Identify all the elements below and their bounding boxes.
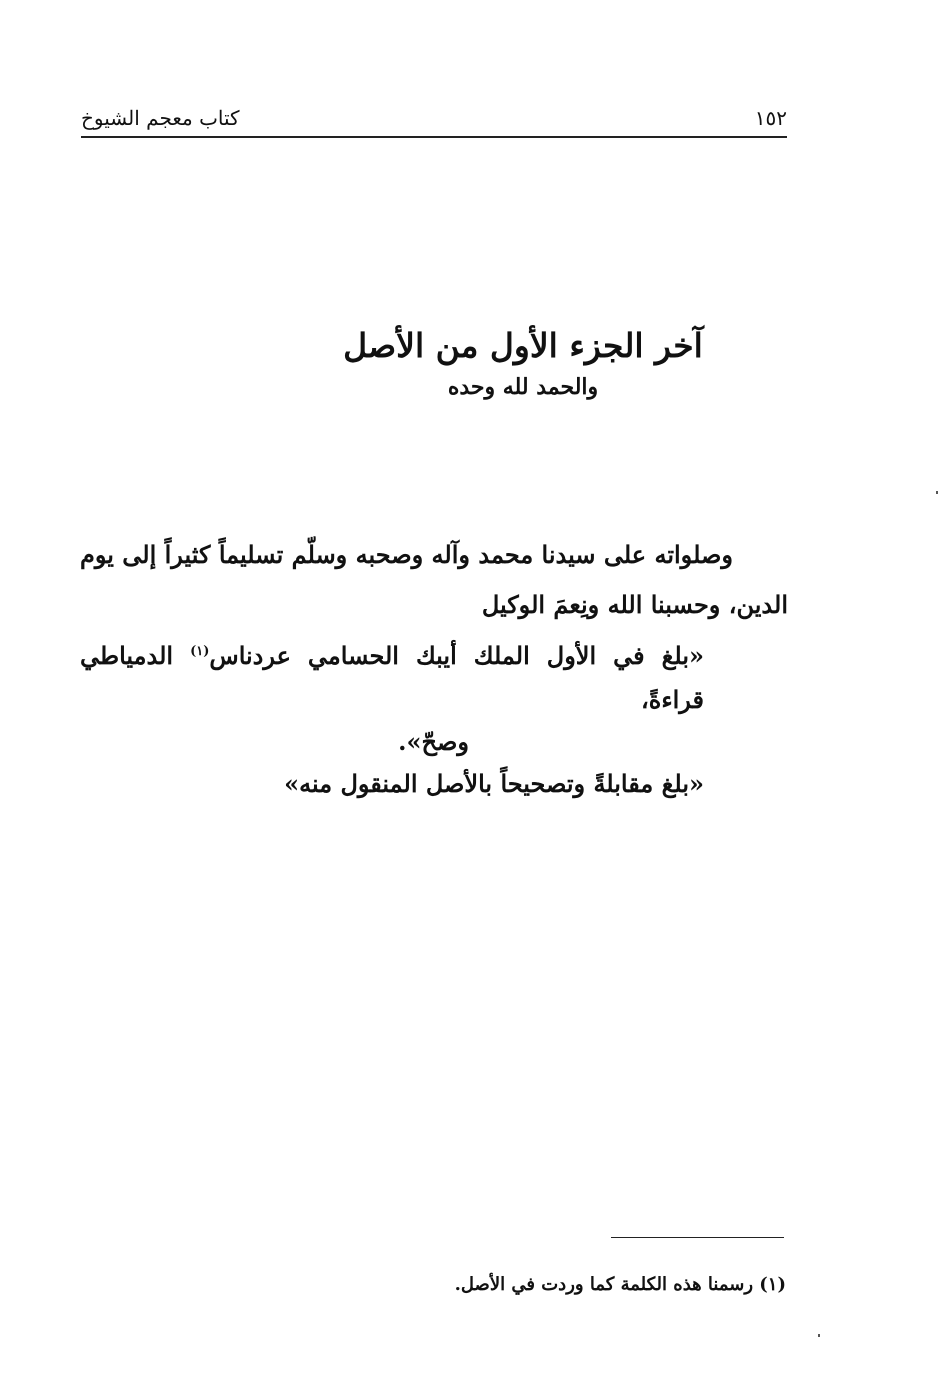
scan-speck <box>936 491 938 494</box>
footnote-separator <box>611 1237 784 1238</box>
running-header <box>81 98 787 138</box>
colophon-line-1 <box>80 634 704 722</box>
body-text <box>80 530 788 806</box>
chapter-title: آخر الجزء الأول من الأصل <box>343 326 703 365</box>
book-title: كتاب معجم الشيوخ <box>81 106 240 130</box>
colophon-text-after-note: الدمياطي قراءةً، <box>80 641 704 714</box>
colophon <box>80 634 788 806</box>
footnote-reference[interactable]: (١) <box>190 644 210 659</box>
section-heading <box>0 322 946 404</box>
footnote-1: (١) رسمنا هذه الكلمة كما وردت في الأصل. <box>454 1274 786 1295</box>
chapter-subtitle: والحمد لله وحده <box>447 374 599 400</box>
scan-speck <box>818 1334 820 1337</box>
page-number: ١٥٢ <box>754 106 787 130</box>
colophon-line-2: «بلغ مقابلةً وتصحيحاً بالأصل المنقول منه» <box>284 769 704 798</box>
colophon-line-1-end: وصحّ». <box>398 727 469 756</box>
colophon-text-before-note: «بلغ في الأول الملك أيبك الحسامي عردناس <box>209 641 705 670</box>
closing-paragraph: وصلواته على سيدنا محمد وآله وصحبه وسلّم تسليماً كثيراً إلى يوم الدين، وحسبنا الله ونِعمَ الوكيل <box>80 540 788 619</box>
